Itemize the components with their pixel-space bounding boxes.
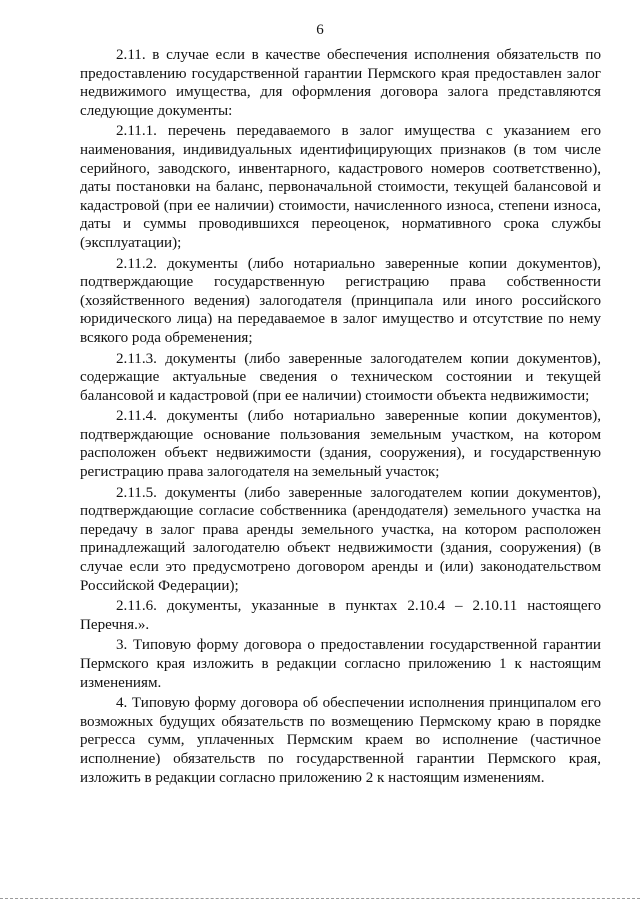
page-bottom-edge bbox=[0, 898, 640, 899]
paragraph-2-11: 2.11. в случае если в качестве обеспечения исполнения обязательств по предоставлению государственной гарантии Пермского края предоставлен залог недвижимого имущества, для оформления договора залога представляются следующие документы: bbox=[80, 47, 601, 119]
paragraph-2-11-1: 2.11.1. перечень передаваемого в залог имущества с указанием его наименования, индивидуальных идентифицирующих признаков (в том числе серийного, заводского, инвентарного, кадастрового номеров соответственно), даты постановки на баланс, первоначальной стоимости, текущей балансовой и кадастровой (при ее наличии) стоимости, начисленного износа, степени износа, даты и суммы проводившихся переоценок, нормативного срока службы (эксплуатации); bbox=[80, 123, 601, 251]
paragraph-2-11-3: 2.11.3. документы (либо заверенные залогодателем копии документов), содержащие актуальные сведения о техническом состоянии и текущей балансовой и кадастровой (при ее наличии) стоимости объекта недвижимости; bbox=[80, 350, 601, 404]
paragraph-4: 4. Типовую форму договора об обеспечении исполнения принципалом его возможных будущих обязательств по возмещению Пермскому краю в порядке регресса сумм, уплаченных Пермским краем во исполнение (частичное исполнение) обязательств по государственной гарантии Пермского края, изложить в редакции согласно приложению 2 к настоящим изменениям. bbox=[80, 695, 601, 786]
paragraph-2-11-4: 2.11.4. документы (либо нотариально заверенные копии документов), подтверждающие основание пользования земельным участком, на котором расположен объект недвижимости (здания, сооружения), и государственную регистрацию права залогодателя на земельный участок; bbox=[80, 408, 601, 481]
document-body bbox=[80, 46, 601, 787]
paragraph-2-11-5: 2.11.5. документы (либо заверенные залогодателем копии документов), подтверждающие согласие собственника (арендодателя) земельного участка на передачу в залог права аренды земельного участка, на котором расположен принадлежащий залогодателю объект недвижимости (здания, сооружения) (в случае если это предусмотрено договором аренды и (или) законодательством Российской Федерации); bbox=[80, 484, 601, 594]
page-number: 6 bbox=[316, 22, 324, 38]
paragraph-2-11-2: 2.11.2. документы (либо нотариально заверенные копии документов), подтверждающие государственную регистрацию права собственности (хозяйственного ведения) залогодателя (принципала или иного российского юридического лица) на передаваемое в залог имущество и отсутствие по нему всякого рода обременения; bbox=[80, 255, 601, 346]
paragraph-2-11-6: 2.11.6. документы, указанные в пунктах 2.10.4 – 2.10.11 настоящего Перечня.». bbox=[80, 598, 601, 633]
paragraph-3: 3. Типовую форму договора о предоставлении государственной гарантии Пермского края изложить в редакции согласно приложению 1 к настоящим изменениям. bbox=[80, 637, 601, 691]
